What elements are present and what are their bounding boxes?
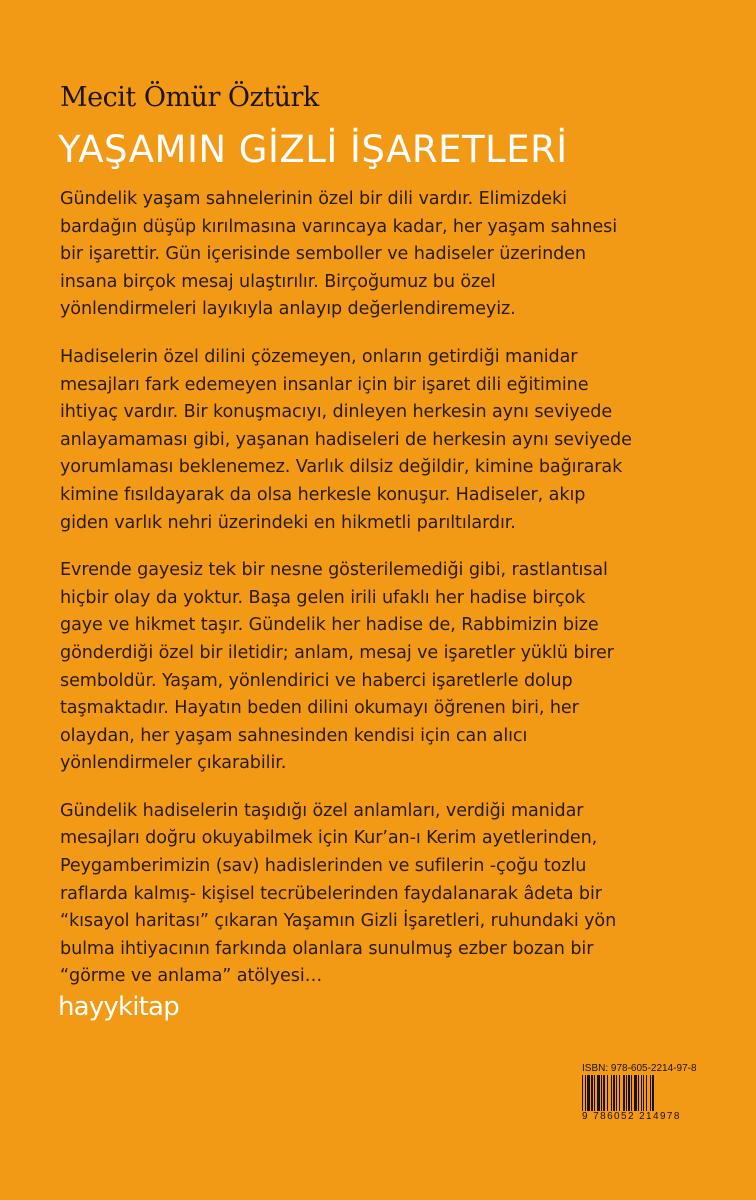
book-title: YAŞAMIN GİZLİ İŞARETLERİ xyxy=(58,128,568,171)
text-line: bardağın düşüp kırılmasına varıncaya kadar, her yaşam sahnesi xyxy=(60,216,618,237)
text-line: “görme ve anlama” atölyesi… xyxy=(60,966,323,987)
publisher-logo: hayykitap xyxy=(58,992,179,1022)
text-line: hiçbir olay da yoktur. Başa gelen irili ufaklı her hadise birçok xyxy=(60,587,586,608)
paragraph xyxy=(60,344,740,537)
text-line: Evrende gayesiz tek bir nesne gösterilemediği gibi, rastlantısal xyxy=(60,560,608,581)
text-line: yorumlaması beklenemez. Varlık dilsiz değildir, kimine bağırarak xyxy=(60,457,623,478)
text-line: Gündelik hadiselerin taşıdığı özel anlamları, verdiği manidar xyxy=(60,800,584,821)
paragraph xyxy=(60,186,740,324)
back-cover-text xyxy=(60,186,740,1011)
paragraph xyxy=(60,798,740,991)
text-line: Gündelik yaşam sahnelerinin özel bir dili vardır. Elimizdeki xyxy=(60,189,567,209)
text-line: raflarda kalmış- kişisel tecrübelerinden faydalanarak âdeta bir xyxy=(60,883,602,904)
text-line: mesajları fark edemeyen insanlar için bir işaret dili eğitimine xyxy=(60,374,589,395)
barcode-number: 9 786052 214978 xyxy=(582,1111,681,1122)
barcode-bars xyxy=(582,1075,706,1111)
author-name: Mecit Ömür Öztürk xyxy=(60,82,319,113)
text-line: anlayamaması gibi, yaşanan hadiseleri de herkesin aynı seviyede xyxy=(60,429,632,450)
text-line: gönderdiği özel bir iletidir; anlam, mesaj ve işaretler yüklü birer xyxy=(60,642,614,663)
text-line: Hadiselerin özel dilini çözemeyen, onların getirdiği manidar xyxy=(60,346,578,367)
isbn-label: ISBN: 978-605-2214-97-8 xyxy=(582,1063,697,1074)
text-line: ihtiyaç vardır. Bir konuşmacıyı, dinleyen herkesin aynı seviyede xyxy=(60,402,613,423)
text-line: Peygamberimizin (sav) hadislerinden ve sufilerin -çoğu tozlu xyxy=(60,856,587,877)
isbn-barcode xyxy=(582,1063,706,1122)
paragraph xyxy=(60,557,740,778)
text-line: gaye ve hikmet taşır. Gündelik her hadise de, Rabbimizin bize xyxy=(60,615,599,636)
text-line: “kısayol haritası” çıkaran Yaşamın Gizli İşaretleri, ruhundaki yön xyxy=(60,911,617,932)
text-line: yönlendirmeleri layıkıyla anlayıp değerlendiremeyiz. xyxy=(60,299,516,320)
text-line: bir işarettir. Gün içerisinde semboller ve hadiseler üzerinden xyxy=(60,244,586,265)
barcode-bar xyxy=(654,1075,655,1111)
text-line: olaydan, her yaşam sahnesinden kendisi için can alıcı xyxy=(60,725,528,746)
text-line: taşmaktadır. Hayatın beden dilini okumayı öğrenen biri, her xyxy=(60,698,579,719)
text-line: kimine fısıldayarak da olsa herkesle konuşur. Hadiseler, akıp xyxy=(60,484,586,505)
text-line: semboldür. Yaşam, yönlendirici ve haberci işaretlerle dolup xyxy=(60,670,573,691)
text-line: bulma ihtiyacının farkında olanlara sunulmuş ezber bozan bir xyxy=(60,938,594,959)
text-line: yönlendirmeler çıkarabilir. xyxy=(60,753,287,774)
text-line: giden varlık nehri üzerindeki en hikmetli parıltılardır. xyxy=(60,512,516,533)
text-line: mesajları doğru okuyabilmek için Kur’an-ı Kerim ayetlerinden, xyxy=(60,828,598,849)
text-line: insana birçok mesaj ulaştırılır. Birçoğumuz bu özel xyxy=(60,271,496,292)
